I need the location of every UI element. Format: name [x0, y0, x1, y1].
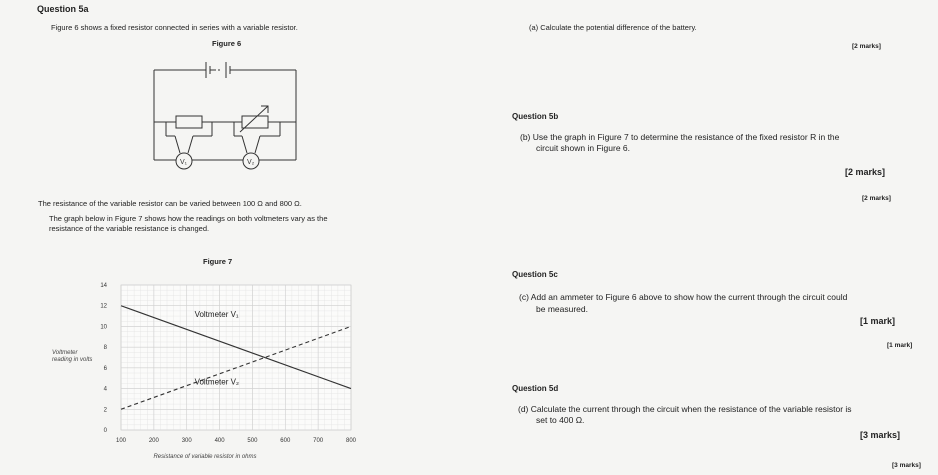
q5c-marks-small: [1 mark] — [887, 342, 913, 349]
v2-label: V₂ — [247, 159, 255, 166]
circuit-diagram — [140, 52, 310, 182]
q5d-heading: Question 5d — [512, 384, 559, 393]
q5b-marks-small: [2 marks] — [862, 195, 891, 202]
figure-6-label: Figure 6 — [212, 39, 242, 48]
q5c-marks: [1 mark] — [860, 316, 896, 326]
q5b-line2: circuit shown in Figure 6. — [536, 143, 631, 153]
x-tick-label: 300 — [181, 438, 192, 444]
x-axis-label: Resistance of variable resistor in ohms — [153, 454, 257, 460]
q5a-marks: [2 marks] — [852, 43, 881, 50]
q5b-line1: (b) Use the graph in Figure 7 to determine the resistance of the fixed resistor R in the — [520, 132, 840, 142]
q5c-line1: (c) Add an ammeter to Figure 6 above to show how the current through the circuit could — [519, 292, 848, 302]
x-tick-label: 400 — [214, 438, 225, 444]
y-tick-label: 4 — [103, 386, 107, 393]
series-label-v1: Voltmeter V₁ — [194, 310, 239, 320]
y-tick-label: 14 — [100, 283, 107, 289]
q5d-marks: [3 marks] — [860, 430, 901, 440]
x-tick-label: 100 — [115, 438, 127, 444]
x-tick-label: 500 — [247, 438, 258, 444]
series-label-v2: Voltmeter V₂ — [194, 377, 240, 387]
x-tick-label: 200 — [148, 438, 159, 444]
y-axis-label-line1: Voltmeter — [52, 350, 78, 356]
q5d-line1: (d) Calculate the current through the circuit when the resistance of the variable resistor is — [518, 404, 852, 414]
y-tick-label: 6 — [103, 365, 107, 372]
q5c-heading: Question 5c — [512, 270, 558, 279]
y-tick-label: 2 — [103, 407, 107, 414]
resistance-note: The resistance of the variable resistor can be varied between 100 Ω and 800 Ω. — [38, 199, 302, 208]
figure-6-intro: Figure 6 shows a fixed resistor connected in series with a variable resistor. — [51, 23, 298, 32]
q5b-marks: [2 marks] — [845, 167, 886, 177]
q5b-heading: Question 5b — [512, 112, 559, 121]
y-axis-label-line2: reading in volts — [52, 357, 93, 363]
x-tick-label: 600 — [280, 438, 291, 444]
voltmeter-graph — [30, 270, 380, 470]
y-tick-label: 12 — [100, 303, 107, 310]
q5d-marks-small: [3 marks] — [892, 462, 921, 469]
v1-label: V₁ — [180, 159, 188, 166]
q5d-line2: set to 400 Ω. — [536, 415, 585, 425]
y-tick-label: 10 — [100, 324, 107, 331]
figure-7-label: Figure 7 — [203, 257, 233, 266]
question-5a-title: Question 5a — [37, 4, 89, 14]
y-tick-label: 8 — [103, 345, 107, 352]
fixed-resistor — [176, 116, 202, 128]
x-tick-label: 700 — [313, 438, 324, 444]
x-tick-label: 800 — [345, 438, 357, 444]
graph-note-line2: resistance of the variable resistance is changed. — [49, 224, 210, 233]
q5a-part-text: (a) Calculate the potential difference of the battery. — [529, 23, 697, 32]
graph-note-line1: The graph below in Figure 7 shows how the readings on both voltmeters vary as the — [49, 214, 328, 223]
y-tick-label: 0 — [103, 428, 107, 434]
q5c-line2: be measured. — [536, 304, 588, 314]
